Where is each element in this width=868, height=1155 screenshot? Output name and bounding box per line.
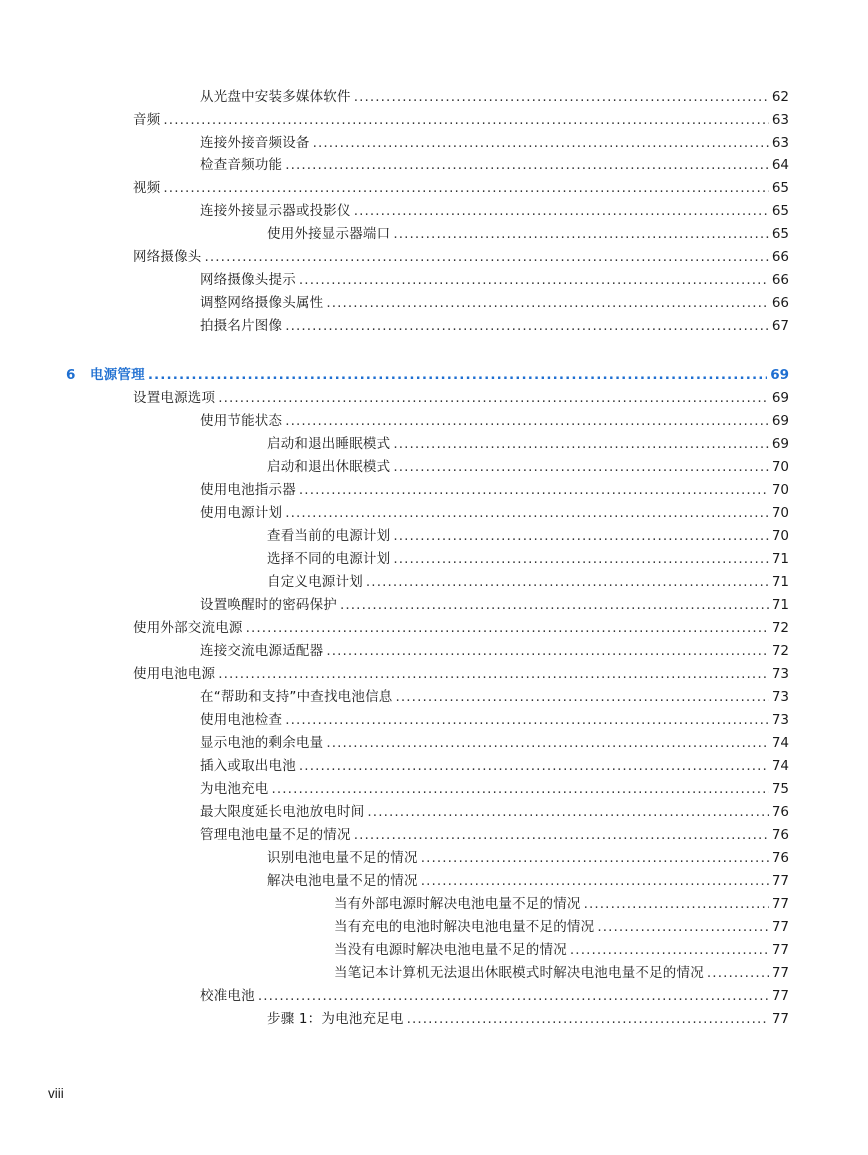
toc-chapter-label (66, 366, 145, 384)
toc-entry-label: 显示电池的剩余电量 (200, 735, 324, 751)
toc-entry[interactable] (267, 573, 789, 591)
toc-entry-label: 当没有电源时解决电池电量不足的情况 (334, 942, 567, 958)
toc-entry-label: 设置唤醒时的密码保护 (200, 597, 337, 613)
dot-leader (148, 366, 767, 384)
toc-entry[interactable] (133, 619, 789, 637)
page-number: viii (48, 1086, 64, 1101)
dot-leader (285, 156, 769, 174)
toc-entry[interactable] (200, 412, 789, 430)
dot-leader (396, 688, 769, 706)
toc-entry-label: 插入或取出电池 (200, 758, 296, 774)
toc-entry[interactable] (200, 642, 789, 660)
toc-entry-label: 网络摄像头 (133, 249, 202, 265)
toc-entry-page: 65 (771, 203, 789, 219)
toc-entry-label: 管理电池电量不足的情况 (200, 827, 351, 843)
dot-leader (366, 573, 769, 591)
dot-leader (354, 826, 769, 844)
dot-leader (354, 88, 769, 106)
toc-entry-page: 67 (771, 318, 789, 334)
dot-leader (421, 872, 769, 890)
dot-leader (367, 803, 768, 821)
toc-entry[interactable] (133, 179, 789, 197)
toc-entry[interactable] (267, 849, 789, 867)
toc-entry-label: 使用外接显示器端口 (267, 226, 391, 242)
chapter-number: 6 (66, 367, 76, 383)
toc-entry-page: 77 (771, 1011, 789, 1027)
toc-entry-page: 70 (771, 505, 789, 521)
dot-leader (258, 987, 769, 1005)
toc-entry-label: 启动和退出睡眠模式 (267, 436, 391, 452)
toc-entry-page: 71 (771, 551, 789, 567)
dot-leader (407, 1010, 769, 1028)
toc-entry-label: 连接外接音频设备 (200, 135, 310, 151)
toc-entry-page: 76 (771, 850, 789, 866)
toc-entry-label: 最大限度延长电池放电时间 (200, 804, 365, 820)
toc-entry-page: 77 (771, 965, 789, 981)
toc-entry[interactable] (200, 294, 789, 312)
toc-entry[interactable] (334, 941, 789, 959)
dot-leader (393, 435, 769, 453)
toc-entry-page: 73 (771, 712, 789, 728)
toc-entry-label: 调整网络摄像头属性 (200, 295, 324, 311)
toc-entry-label: 当笔记本计算机无法退出休眠模式时解决电池电量不足的情况 (334, 965, 704, 981)
toc-entry-label: 校准电池 (200, 988, 255, 1004)
toc-entry[interactable] (334, 964, 789, 982)
toc-entry-page: 76 (771, 827, 789, 843)
dot-leader (218, 665, 769, 683)
toc-entry-label: 设置电源选项 (133, 390, 216, 406)
toc-entry-label: 拍摄名片图像 (200, 318, 283, 334)
toc-entry[interactable] (200, 734, 789, 752)
toc-entry[interactable] (133, 389, 789, 407)
dot-leader (285, 504, 769, 522)
toc-entry-label: 使用电池电源 (133, 666, 216, 682)
toc-entry[interactable] (200, 156, 789, 174)
toc-entry-page: 65 (771, 226, 789, 242)
dot-leader (393, 527, 769, 545)
toc-entry-page: 77 (771, 942, 789, 958)
toc-entry-label: 当有充电的电池时解决电池电量不足的情况 (334, 919, 595, 935)
toc-entry-page: 76 (771, 804, 789, 820)
toc-entry-page: 65 (771, 180, 789, 196)
toc-entry[interactable] (200, 803, 789, 821)
toc-entry[interactable] (267, 872, 789, 890)
toc-entry-page: 63 (771, 112, 789, 128)
toc-entry[interactable] (267, 1010, 789, 1028)
dot-leader (707, 964, 769, 982)
toc-entry[interactable] (267, 458, 789, 476)
toc-entry[interactable] (133, 248, 789, 266)
toc-entry[interactable] (200, 504, 789, 522)
dot-leader (299, 481, 769, 499)
dot-leader (299, 757, 769, 775)
toc-entry-page: 69 (770, 367, 789, 383)
dot-leader (326, 294, 769, 312)
toc-entry[interactable] (334, 918, 789, 936)
toc-entry-label: 连接交流电源适配器 (200, 643, 324, 659)
toc-entry-label: 音频 (133, 112, 161, 128)
toc-entry[interactable] (200, 88, 789, 106)
toc-entry[interactable] (200, 202, 789, 220)
toc-entry-page: 77 (771, 873, 789, 889)
toc-entry-page: 70 (771, 482, 789, 498)
toc-entry[interactable] (200, 317, 789, 335)
dot-leader (393, 550, 769, 568)
toc-entry-page: 69 (771, 390, 789, 406)
toc-entry[interactable] (200, 688, 789, 706)
toc-entry-page: 77 (771, 919, 789, 935)
toc-entry-page: 74 (771, 735, 789, 751)
toc-entry-label: 启动和退出休眠模式 (267, 459, 391, 475)
toc-entry[interactable] (267, 225, 789, 243)
toc-entry[interactable] (200, 987, 789, 1005)
toc-entry-page: 63 (771, 135, 789, 151)
toc-entry-label: 使用电池检查 (200, 712, 283, 728)
toc-entry-label: 识别电池电量不足的情况 (267, 850, 418, 866)
toc-entry[interactable] (200, 134, 789, 152)
toc-entry-page: 74 (771, 758, 789, 774)
dot-leader (393, 225, 769, 243)
toc-entry-label: 连接外接显示器或投影仪 (200, 203, 351, 219)
toc-entry-page: 69 (771, 436, 789, 452)
dot-leader (285, 412, 769, 430)
toc-entry[interactable] (200, 711, 789, 729)
toc-entry-label: 使用电源计划 (200, 505, 283, 521)
toc-chapter-entry[interactable] (66, 366, 789, 384)
toc-entry-label: 自定义电源计划 (267, 574, 363, 590)
dot-leader (313, 134, 769, 152)
dot-leader (272, 780, 769, 798)
toc-entry[interactable] (267, 550, 789, 568)
toc-entry-label: 在“帮助和支持”中查找电池信息 (200, 689, 393, 705)
dot-leader (285, 317, 769, 335)
dot-leader (246, 619, 769, 637)
dot-leader (299, 271, 769, 289)
dot-leader (570, 941, 769, 959)
toc-entry[interactable] (334, 895, 789, 913)
toc-entry-page: 70 (771, 528, 789, 544)
toc-entry[interactable] (267, 527, 789, 545)
toc-entry-page: 62 (771, 89, 789, 105)
toc-entry-label: 步骤 1：为电池充足电 (267, 1011, 404, 1027)
toc-entry[interactable] (200, 596, 789, 614)
dot-leader (326, 734, 769, 752)
dot-leader (354, 202, 769, 220)
dot-leader (393, 458, 769, 476)
toc-entry-page: 71 (771, 597, 789, 613)
toc-entry-page: 66 (771, 295, 789, 311)
toc-entry-page: 66 (771, 249, 789, 265)
toc-entry-page: 64 (771, 157, 789, 173)
toc-entry[interactable] (200, 780, 789, 798)
dot-leader (205, 248, 769, 266)
chapter-title: 电源管理 (90, 367, 145, 383)
toc-entry-label: 使用电池指示器 (200, 482, 296, 498)
toc-entry[interactable] (133, 665, 789, 683)
dot-leader (340, 596, 769, 614)
toc-entry-label: 使用外部交流电源 (133, 620, 243, 636)
dot-leader (597, 918, 769, 936)
toc-entry[interactable] (267, 435, 789, 453)
toc-entry-label: 网络摄像头提示 (200, 272, 296, 288)
toc-entry[interactable] (200, 757, 789, 775)
dot-leader (163, 179, 768, 197)
toc-entry-page: 70 (771, 459, 789, 475)
toc-entry-label: 检查音频功能 (200, 157, 283, 173)
dot-leader (285, 711, 769, 729)
toc-entry-page: 71 (771, 574, 789, 590)
toc-entry[interactable] (200, 481, 789, 499)
toc-entry-page: 66 (771, 272, 789, 288)
toc-entry-label: 选择不同的电源计划 (267, 551, 391, 567)
toc-entry-page: 77 (771, 896, 789, 912)
toc-entry[interactable] (200, 271, 789, 289)
toc-entry-label: 查看当前的电源计划 (267, 528, 391, 544)
toc-entry[interactable] (133, 111, 789, 129)
dot-leader (163, 111, 768, 129)
dot-leader (326, 642, 769, 660)
dot-leader (584, 895, 769, 913)
toc-entry-page: 75 (771, 781, 789, 797)
toc-entry-label: 为电池充电 (200, 781, 269, 797)
toc-entry[interactable] (200, 826, 789, 844)
dot-leader (421, 849, 769, 867)
toc-entry-page: 69 (771, 413, 789, 429)
toc-entry-label: 从光盘中安装多媒体软件 (200, 89, 351, 105)
toc-entry-label: 当有外部电源时解决电池电量不足的情况 (334, 896, 581, 912)
toc-entry-page: 72 (771, 643, 789, 659)
dot-leader (218, 389, 769, 407)
toc-entry-label: 视频 (133, 180, 161, 196)
toc-entry-page: 72 (771, 620, 789, 636)
toc-entry-label: 解决电池电量不足的情况 (267, 873, 418, 889)
toc-entry-page: 73 (771, 689, 789, 705)
toc-entry-label: 使用节能状态 (200, 413, 283, 429)
toc-entry-page: 73 (771, 666, 789, 682)
toc-entry-page: 77 (771, 988, 789, 1004)
